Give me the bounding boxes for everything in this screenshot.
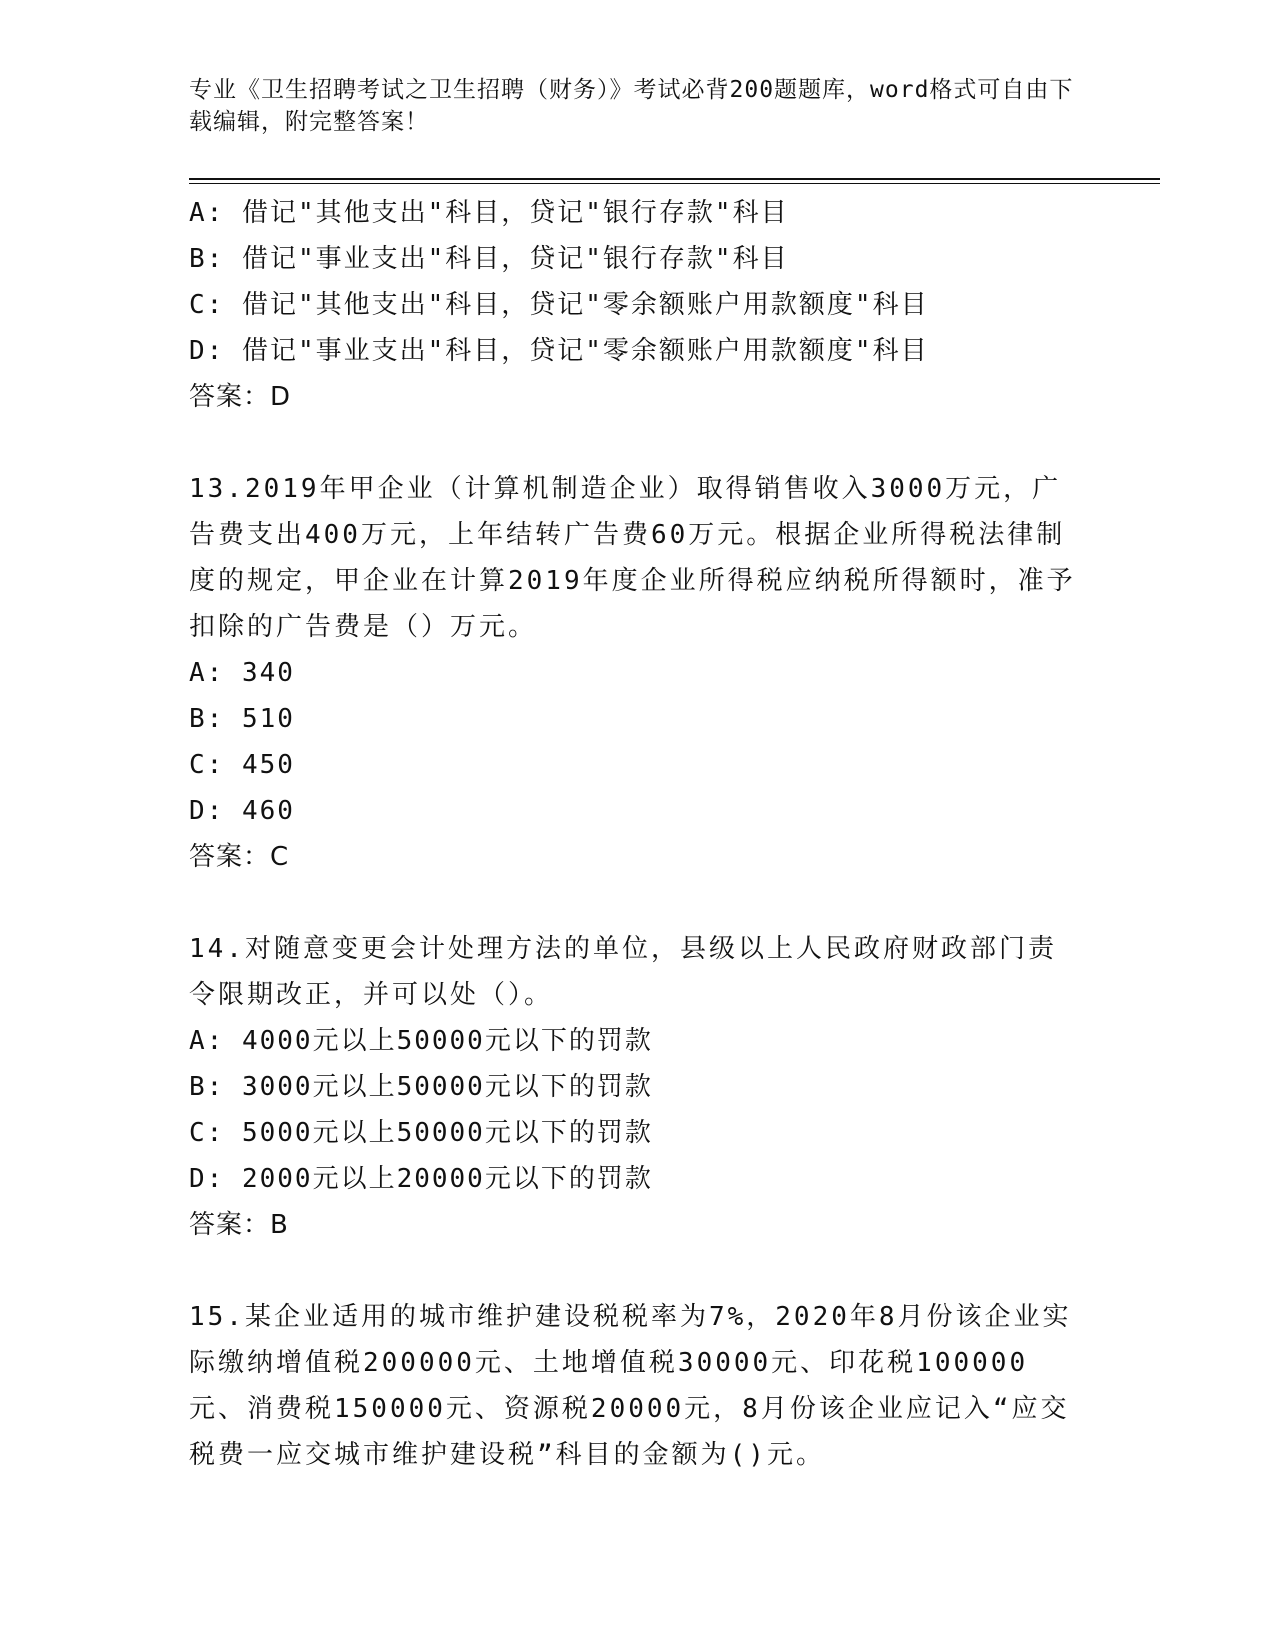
option-d: D: 借记"事业支出"科目，贷记"零余额账户用款额度"科目 xyxy=(189,336,929,366)
question-stem: 13.2019年甲企业（计算机制造企业）取得销售收入3000万元，广告费支出400万元，上年结转广告费60万元。根据企业所得税法律制度的规定，甲企业在计算2019年度企业所得税应纳税所得额时，准予扣除的广告费是（）万元。 xyxy=(189,474,1076,642)
option-b: B: 借记"事业支出"科目，贷记"银行存款"科目 xyxy=(189,244,789,274)
header-rule-thin xyxy=(189,183,1160,184)
option-a: A: 4000元以上50000元以下的罚款 xyxy=(189,1026,653,1056)
option-d: D: 460 xyxy=(189,796,295,826)
answer: 答案：D xyxy=(189,382,292,412)
option-b: B: 3000元以上50000元以下的罚款 xyxy=(189,1072,653,1102)
header-rule-thick xyxy=(189,178,1160,180)
question-stem: 15.某企业适用的城市维护建设税税率为7%，2020年8月份该企业实际缴纳增值税200000元、土地增值税30000元、印花税100000元、消费税150000元、资源税20000元，8月份该企业应记入“应交税费一应交城市维护建设税”科目的金额为()元。 xyxy=(189,1302,1072,1470)
option-c: C: 借记"其他支出"科目，贷记"零余额账户用款额度"科目 xyxy=(189,290,929,320)
answer: 答案：B xyxy=(189,1210,289,1240)
document-header: 专业《卫生招聘考试之卫生招聘（财务）》考试必背200题题库，word格式可自由下载编辑，附完整答案！ xyxy=(189,77,1074,135)
question-15 xyxy=(189,1294,1089,1478)
question-13 xyxy=(189,466,1089,880)
question-stem: 14.对随意变更会计处理方法的单位，县级以上人民政府财政部门责令限期改正，并可以处（）。 xyxy=(189,934,1057,1010)
document-body xyxy=(189,190,1089,1478)
answer: 答案：C xyxy=(189,842,290,872)
option-a: A: 340 xyxy=(189,658,295,688)
question-12 xyxy=(189,190,1089,420)
option-a: A: 借记"其他支出"科目，贷记"银行存款"科目 xyxy=(189,198,789,228)
option-d: D: 2000元以上20000元以下的罚款 xyxy=(189,1164,653,1194)
option-c: C: 450 xyxy=(189,750,295,780)
question-14 xyxy=(189,926,1089,1248)
option-c: C: 5000元以上50000元以下的罚款 xyxy=(189,1118,653,1148)
option-b: B: 510 xyxy=(189,704,295,734)
